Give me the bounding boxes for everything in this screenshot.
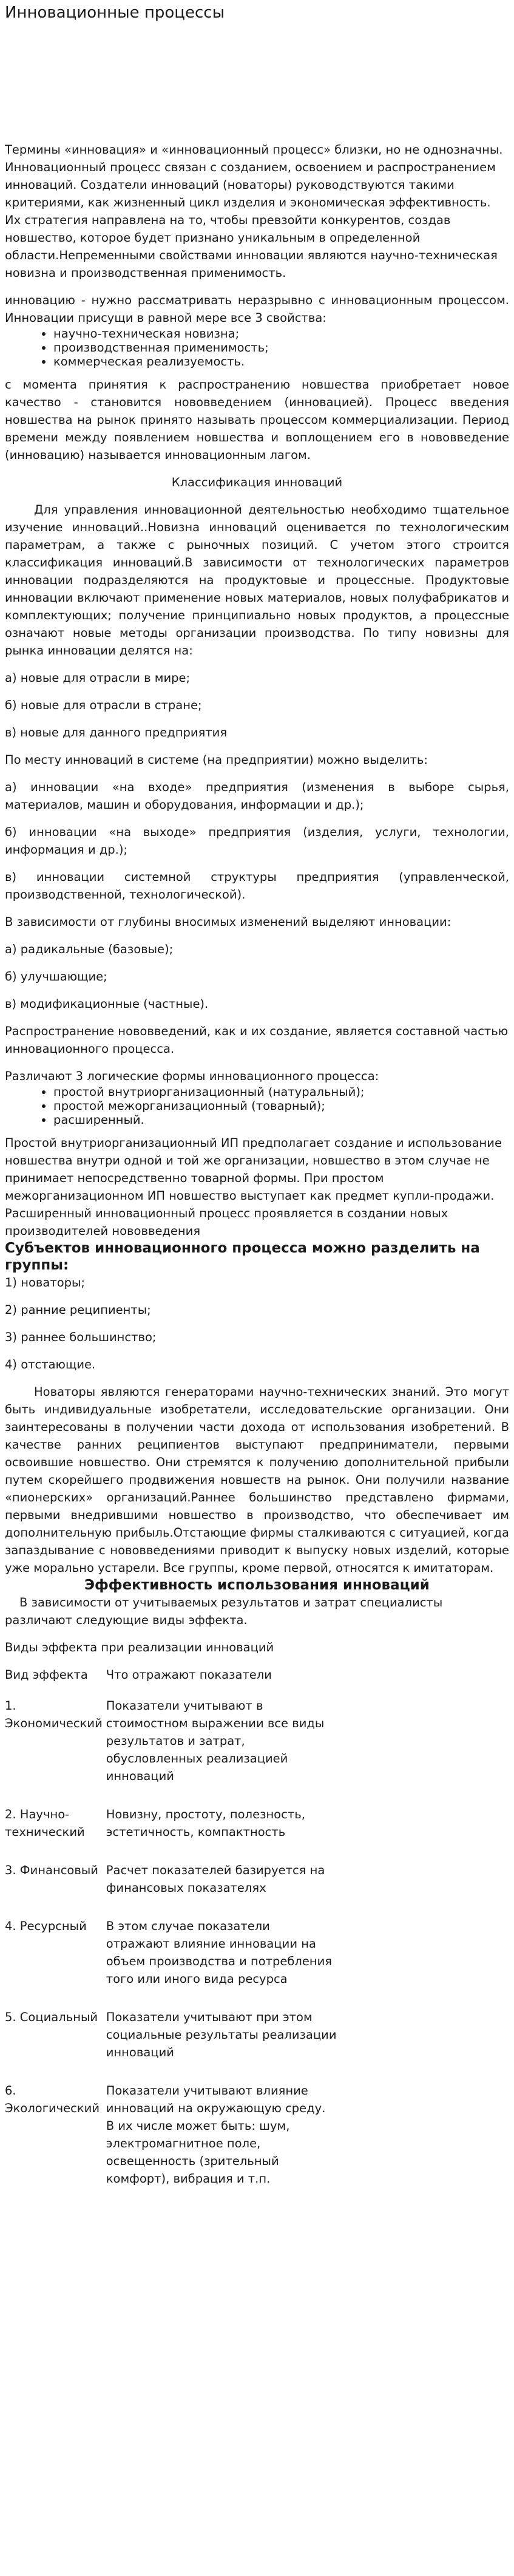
effect-desc-cell: Показатели учитывают при этом социальные результаты реализации инноваций [106, 2010, 337, 2059]
list-item: • научно-техническая новизна; [53, 327, 509, 341]
efficiency-paragraph: В зависимости от учитываемых результатов и затрат специалисты различают следующие виды эффекта. [5, 1596, 443, 1627]
column-header: Что отражают показатели [106, 1668, 272, 1682]
effect-desc-cell: В этом случае показатели отражают влияние инновации на объем производства и потребления того или иного вида ресурса [106, 1919, 333, 1986]
subjects-paragraph: Новаторы являются генераторами научно-технических знаний. Это могут быть индивидуальные изобретатели, исследовательские организации. Они заинтересованы в получении части дохода от использования изобретений. В качестве ранних реципиентов выступают предприниматели, первыми освоившие новшество. Они стремятся к получению дополнительной прибыли путем скорейшего продвижения новшеств на рынок. Они получили название «пионерских» организаций.Раннее большинство представлено фирмами, первыми внедрившими новшество в производство, что обеспечивает им дополнительную прибыль.Отстающие фирмы сталкиваются с ситуацией, когда запаздывание с нововведениями приводит к выпуску новых изделий, которые уже морально устарели. Все группы, кроме первой, относятся к имитаторам. [5, 1385, 509, 1575]
intro-paragraph: Термины «инновация» и «инновационный процесс» близки, но не однозначны. Инновационный процесс связан с созданием, освоением и распространением инноваций. Создатели инноваций (новаторы) руководствуются такими критериями, как жизненный цикл изделия и экономическая эффективность. Их стратегия направлена на то, чтобы превзойти конкурентов, создав новшество, которое будет признано уникальным в определенной области.Непременными свойствами инновации являются научно-техническая новизна и производственная применимость. [5, 143, 503, 280]
list-item: б) инновации «на выходе» предприятия (изделия, услуги, технологии, информация и др.); [5, 825, 509, 857]
list-item: б) новые для отрасли в стране; [5, 698, 202, 712]
list-item: • расширенный. [53, 1113, 509, 1127]
effect-type-cell: 2. Научно-технический [5, 1807, 85, 1839]
efficiency-heading: Эффективность использования инноваций [84, 1577, 430, 1593]
classification-paragraph: Простой внутриорганизационный ИП предполагает создание и использование новшества внутри одной и той же организации, новшество в этом случае не принимает непосредственно товарной формы. При простом межорганизационном ИП новшество выступает как предмет купли-продажи. Расширенный инновационный процесс проявляется в создании новых производителей нововведения [5, 1136, 502, 1238]
table-header-row [5, 1666, 337, 1697]
list-item: в) модификационные (частные). [5, 997, 209, 1011]
column-header: Вид эффекта [5, 1668, 88, 1682]
list-item: 4) отстающие. [5, 1358, 96, 1371]
effect-type-cell: 3. Финансовый [5, 1863, 98, 1877]
effect-type-cell: 5. Социальный [5, 2010, 98, 2024]
effect-desc-cell: Новизну, простоту, полезность, эстетичность, компактность [106, 1807, 305, 1839]
table-caption: Виды эффекта при реализации инноваций [5, 1640, 274, 1654]
effect-type-cell: 4. Ресурсный [5, 1919, 87, 1933]
list-intro: По месту инноваций в системе (на предприятии) можно выделить: [5, 753, 428, 767]
list-item: а) новые для отрасли в мире; [5, 671, 191, 685]
process-forms-list [5, 1085, 509, 1127]
effect-types-table [5, 1666, 337, 2208]
article-body [5, 141, 509, 2208]
list-item: в) инновации системной структуры предприятия (управленческой, производственной, технологической). [5, 870, 509, 902]
list-item: 1) новаторы; [5, 1276, 85, 1290]
table-row [5, 2008, 337, 2082]
table-row [5, 1697, 337, 1806]
effect-type-cell: 1. Экономический [5, 1699, 103, 1730]
list-item: • производственная применимость; [53, 341, 509, 355]
list-item: • коммерческая реализуемость. [53, 355, 509, 369]
list-intro: Различают 3 логические формы инновационного процесса: [5, 1069, 379, 1083]
list-item: • простой внутриорганизационный (натуральный); [53, 1085, 509, 1099]
innovation-properties-list [5, 327, 509, 369]
effect-type-cell: 6. Экологический [5, 2084, 100, 2115]
table-row [5, 2082, 337, 2208]
effect-desc-cell: Показатели учитывают влияние инноваций на окружающую среду. В их числе может быть: шум, электромагнитное поле, освещенность (зрительный комфорт), вибрация и т.п. [106, 2084, 326, 2186]
classification-paragraph: Распространение нововведений, как и их создание, является составной частью инновационного процесса. [5, 1024, 509, 1056]
intro-paragraph: с момента принятия к распространению новшества приобретает новое качество - становится нововведением (инновацией). Процесс введения новшества на рынок принято называть процессом коммерциализации. Период времени между появлением новшества и воплощением его в нововведение (инновацию) называется инновационным лагом. [5, 378, 509, 462]
section-heading: Классификация инноваций [171, 475, 343, 489]
table-row [5, 1806, 337, 1861]
intro-paragraph: инновацию - нужно рассматривать неразрывно с инновационным процессом. Инновации присущи в равной мере все 3 свойства: [5, 293, 509, 325]
page-title: Инновационные процессы [5, 4, 225, 22]
list-item: в) новые для данного предприятия [5, 726, 228, 739]
list-item: б) улучшающие; [5, 970, 107, 984]
list-item: а) инновации «на входе» предприятия (изменения в выборе сырья, материалов, машин и оборудования, информации и др.); [5, 780, 509, 812]
list-item: 3) раннее большинство; [5, 1330, 157, 1344]
list-item: • простой межорганизационный (товарный); [53, 1099, 509, 1113]
list-intro: В зависимости от глубины вносимых изменений выделяют инновации: [5, 915, 451, 929]
list-item: а) радикальные (базовые); [5, 942, 174, 956]
list-item: 2) ранние реципиенты; [5, 1303, 151, 1317]
subjects-heading: Субъектов инновационного процесса можно разделить на группы: [5, 1240, 480, 1273]
classification-paragraph: Для управления инновационной деятельностью необходимо тщательное изучение инноваций..Новизна инноваций оценивается по технологическим параметрам, а также с рыночных позиций. С учетом этого строится классификация инноваций.В зависимости от технологических параметров инновации подразделяются на продуктовые и процессные. Продуктовые инновации включают применение новых материалов, новых полуфабрикатов и комплектующих; получение принципиально новых продуктов, а процессные означают новые методы организации производства. По типу новизны для рынка инновации делятся на: [5, 503, 509, 658]
effect-desc-cell: Расчет показателей базируется на финансовых показателях [106, 1863, 325, 1895]
table-row [5, 1861, 337, 1917]
table-row [5, 1917, 337, 2008]
effect-desc-cell: Показатели учитывают в стоимостном выражении все виды результатов и затрат, обусловленных реализацией инноваций [106, 1699, 325, 1783]
